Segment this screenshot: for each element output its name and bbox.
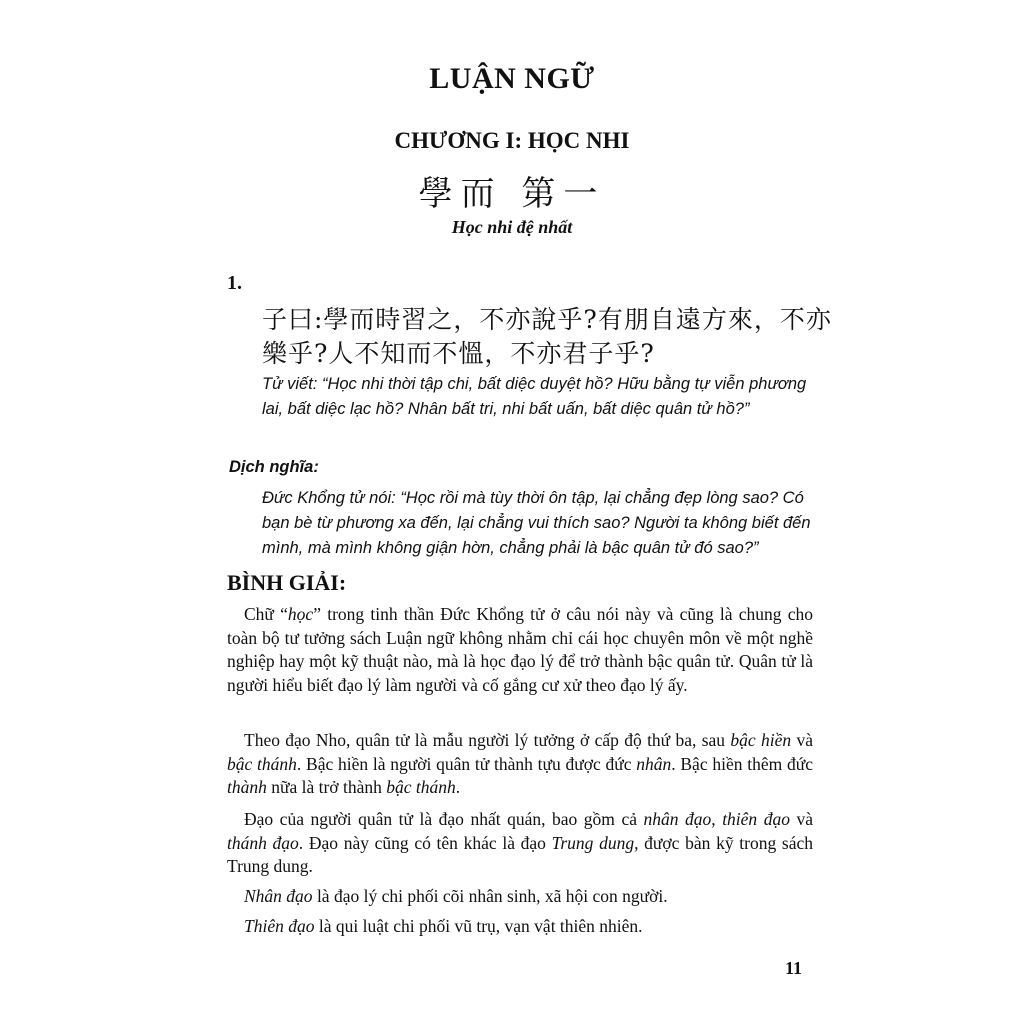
verse-han-line-2: 樂乎?人不知而不慍，不亦君子乎? xyxy=(262,339,655,368)
commentary-paragraph-2: Theo đạo Nho, quân tử là mẫu người lý tưởng ở cấp độ thứ ba, sau bậc hiền và bậc thánh. Bậc hiền là người quân tử thành tựu được đức nhân. Bậc hiền thêm đức thành nữa là trở thành bậc thánh. xyxy=(227,730,813,797)
verse-translation: Đức Khổng tử nói: “Học rồi mà tùy thời ôn tập, lại chẳng đẹp lòng sao? Có bạn bè từ phương xa đến, lại chẳng vui thích sao? Người ta không biết đến mình, mà mình không giận hờn, chẳng phải là bậc quân tử đó sao?” xyxy=(262,489,811,557)
verse-number: 1. xyxy=(227,272,242,294)
commentary-paragraph-5: Thiên đạo là qui luật chi phối vũ trụ, vạn vật thiên nhiên. xyxy=(244,916,643,936)
commentary-paragraph-1: Chữ “học” trong tinh thần Đức Khổng tử ở câu nói này và cũng là chung cho toàn bộ tư tưởng sách Luận ngữ không nhằm chỉ cái học chuyên môn về một nghề nghiệp hay một kỹ thuật nào, mà là học đạo lý để trở thành bậc quân tử. Quân tử là người hiểu biết đạo lý làm người và cố gắng cư xử theo đạo lý ấy. xyxy=(227,604,813,695)
verse-transliteration: Tử viết: “Học nhi thời tập chi, bất diệc duyệt hồ? Hữu bằng tự viễn phương lai, bất diệc lạc hồ? Nhân bất tri, nhi bất uấn, bất diệc quân tử hồ?” xyxy=(262,375,807,418)
chapter-han-title: 學而 第一 xyxy=(418,174,606,214)
commentary-heading: BÌNH GIẢI: xyxy=(227,570,347,595)
translation-label: Dịch nghĩa: xyxy=(229,458,319,476)
chapter-title: CHƯƠNG I: HỌC NHI xyxy=(394,128,630,153)
verse-han-line-1: 子曰:學而時習之，不亦說乎?有朋自遠方來，不亦 xyxy=(262,305,832,334)
page-number: 11 xyxy=(785,958,803,978)
commentary-paragraph-4: Nhân đạo là đạo lý chi phối cõi nhân sinh, xã hội con người. xyxy=(244,886,668,906)
chapter-subtitle: Học nhi đệ nhất xyxy=(451,217,573,237)
book-title: LUẬN NGỮ xyxy=(429,62,595,95)
commentary-paragraph-3: Đạo của người quân tử là đạo nhất quán, bao gồm cả nhân đạo, thiên đạo và thánh đạo. Đạo này cũng có tên khác là đạo Trung dung, được bàn kỹ trong sách Trung dung. xyxy=(227,809,813,876)
